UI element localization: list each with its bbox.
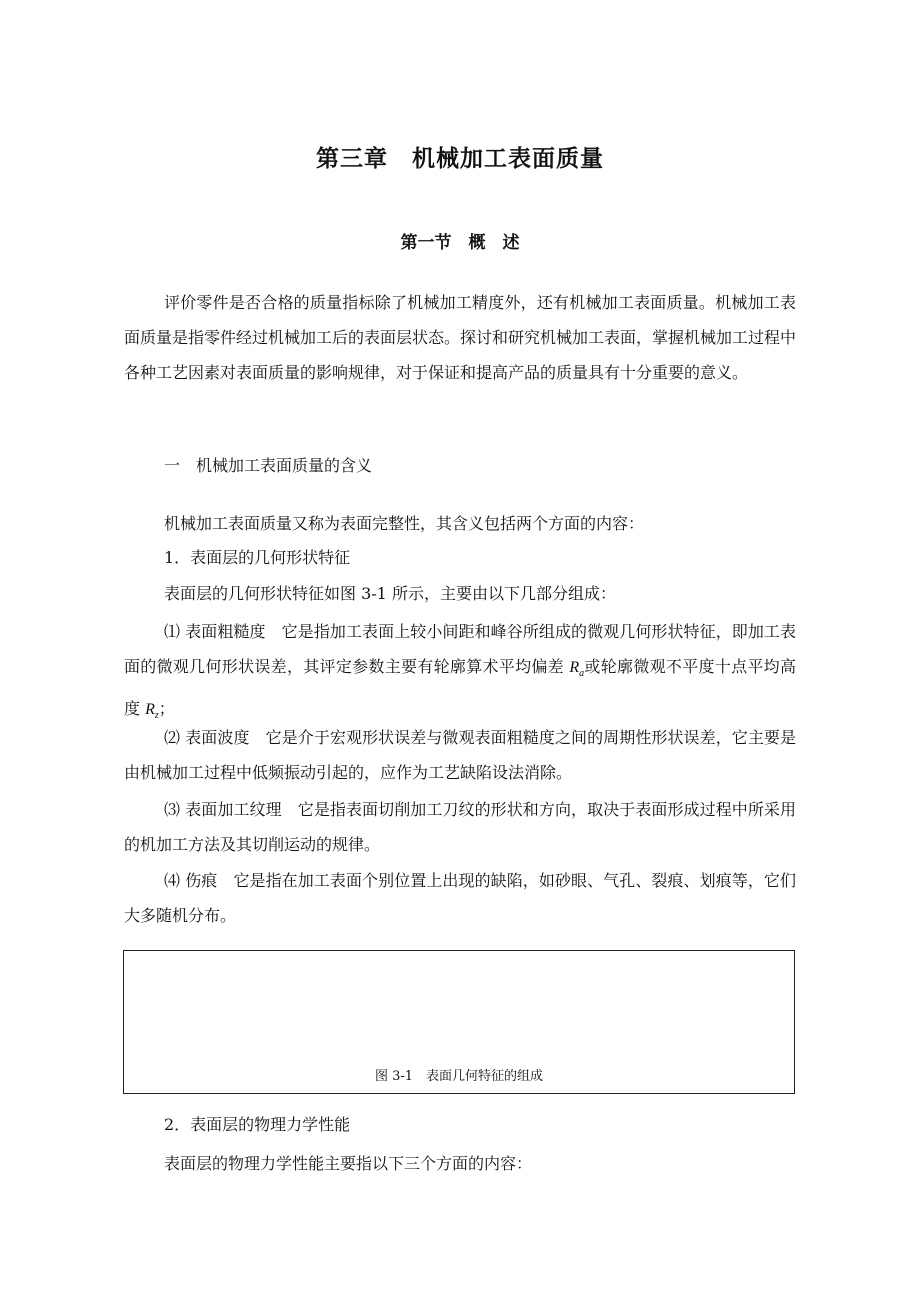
texture-paragraph: ⑶ 表面加工纹理 它是指表面切削加工刀纹的形状和方向，取决于表面形成过程中所采用的机加工方法及其切削运动的规律。 bbox=[124, 800, 796, 854]
roughness-paragraph bbox=[124, 614, 796, 733]
figure-3-1 bbox=[123, 950, 795, 1094]
symbol-rz: $R_z$ bbox=[145, 701, 159, 722]
item-2-heading: 2．表面层的物理力学性能 bbox=[164, 1115, 351, 1134]
symbol-ra: $R_a$ bbox=[569, 659, 585, 680]
roughness-text-before: ⑴ 表面粗糙度 它是指加工表面上较小间距和峰谷所组成的微观几何形状特征，即加工表面的微观几何形状误差，其评定参数主要有轮廓算术平均偏差 bbox=[124, 622, 796, 676]
damage-paragraph: ⑷ 伤痕 它是指在加工表面个别位置上出现的缺陷，如砂眼、气孔、裂痕、划痕等，它们大多随机分布。 bbox=[124, 871, 796, 925]
roughness-text-middle: 或轮廓微观不平度十点平均高度 bbox=[124, 657, 796, 719]
chapter-title: 第三章 机械加工表面质量 bbox=[316, 146, 604, 172]
meaning-paragraph: 机械加工表面质量又称为表面完整性，其含义包括两个方面的内容： bbox=[164, 514, 645, 533]
item-2-text: 表面层的物理力学性能主要指以下三个方面的内容： bbox=[164, 1154, 533, 1173]
item-1-text: 表面层的几何形状特征如图 3-1 所示，主要由以下几部分组成： bbox=[164, 584, 616, 603]
roughness-text-after: ； bbox=[158, 699, 175, 719]
intro-paragraph: 评价零件是否合格的质量指标除了机械加工精度外，还有机械加工表面质量。机械加工表面质量是指零件经过机械加工后的表面层状态。探讨和研究机械加工表面，掌握机械加工过程中各种工艺因素对表面质量的影响规律，对于保证和提高产品的质量具有十分重要的意义。 bbox=[124, 293, 797, 382]
figure-caption: 图 3-1 表面几何特征的组成 bbox=[374, 1069, 544, 1084]
item-1-heading: 1．表面层的几何形状特征 bbox=[164, 548, 351, 567]
heading-surface-quality-meaning: 一 机械加工表面质量的含义 bbox=[164, 456, 373, 475]
waviness-paragraph: ⑵ 表面波度 它是介于宏观形状误差与微观表面粗糙度之间的周期性形状误差，它主要是由机械加工过程中低频振动引起的，应作为工艺缺陷设法消除。 bbox=[124, 728, 796, 782]
section-title: 第一节 概 述 bbox=[400, 233, 520, 253]
